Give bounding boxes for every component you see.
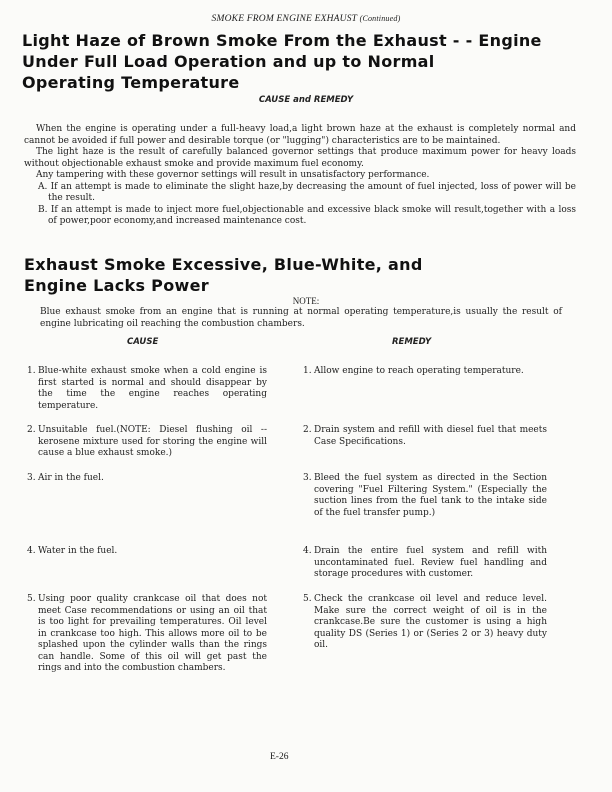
item-number: 1. (303, 366, 312, 376)
remedy-text: Check the crankcase oil level and reduce level. Make sure the correct weight of oil is in the crankcase.Be sure the customer is using a high quality DS (Series 1) or (Series 2 or 3) heavy duty oil. (314, 594, 547, 650)
section2-heading-line: Engine Lacks Power (24, 276, 209, 295)
item-number: 4. (27, 546, 36, 556)
section2-heading-line: Exhaust Smoke Excessive, Blue-White, and (24, 255, 423, 274)
section2-heading (24, 254, 584, 296)
lettered-item-b (36, 205, 576, 228)
item-number: 2. (303, 425, 312, 435)
cause-item-1 (27, 366, 267, 412)
cause-text: Water in the fuel. (38, 546, 118, 556)
item-number: 5. (27, 594, 36, 604)
remedy-text: Drain system and refill with diesel fuel that meets Case Specifications. (314, 425, 547, 447)
remedy-item-2 (303, 425, 547, 448)
paragraph: The light haze is the result of carefully balanced governor settings that produce maximum power for heavy loads without objectionable exhaust smoke and provide maximum fuel economy. (24, 147, 576, 169)
running-head-continued: (Continued) (359, 14, 401, 23)
cause-and-remedy-subheading: CAUSE and REMEDY (258, 95, 354, 105)
section1-heading-line: Light Haze of Brown Smoke From the Exhaust - - Engine (22, 31, 542, 50)
running-head-title: SMOKE FROM ENGINE EXHAUST (211, 14, 357, 24)
cause-text: Using poor quality crankcase oil that does not meet Case recommendations or using an oil that is too light for prevailing temperatures. Oil level in crankcase too high. This allows more oil to be splashed upon the cylinder walls than the rings can handle. Some of this oil will get past the rings and into the combustion chambers. (38, 594, 267, 673)
item-number: 2. (27, 425, 36, 435)
section1-heading-line: Operating Temperature (22, 73, 240, 92)
item-number: 5. (303, 594, 312, 604)
remedy-item-3 (303, 473, 547, 519)
item-number: 1. (27, 366, 36, 376)
remedy-column-header: REMEDY (392, 337, 432, 347)
item-number: 4. (303, 546, 312, 556)
cause-item-4 (27, 546, 267, 558)
remedy-item-5 (303, 594, 547, 652)
lettered-item-a (36, 182, 576, 205)
cause-text: Unsuitable fuel.(NOTE: Diesel flushing oil --kerosene mixture used for storing the engine will cause a blue exhaust smoke.) (38, 425, 267, 458)
cause-column-header: CAUSE (127, 337, 159, 347)
item-letter: B. (38, 204, 48, 215)
remedy-item-4 (303, 546, 547, 581)
remedy-text: Allow engine to reach operating temperature. (314, 366, 524, 376)
section1-heading-line: Under Full Load Operation and up to Normal (22, 52, 435, 71)
paragraph: When the engine is operating under a full-heavy load,a light brown haze at the exhaust is completely normal and cannot be avoided if full power and desirable torque (or "lugging") characteristics are to be maintained. (24, 124, 576, 146)
section1-body (24, 124, 576, 228)
cause-text: Blue-white exhaust smoke when a cold engine is first started is normal and should disappear by the time the engine reaches operating temperature. (38, 366, 267, 411)
remedy-text: Drain the entire fuel system and refill with uncontaminated fuel. Review fuel handling and storage procedures with customer. (314, 546, 547, 579)
remedy-text: Bleed the fuel system as directed in the Section covering "Fuel Filtering System." (Especially the suction lines from the fuel tank to the intake side of the fuel transfer pump.) (314, 473, 547, 518)
item-number: 3. (27, 473, 36, 483)
section1-heading (22, 30, 582, 93)
cause-item-3 (27, 473, 267, 485)
item-letter: A. (38, 181, 48, 192)
paragraph: Any tampering with these governor settings will result in unsatisfactory performance. (36, 170, 430, 180)
item-number: 3. (303, 473, 312, 483)
note-label: NOTE: (292, 296, 320, 306)
cause-item-5 (27, 594, 267, 675)
item-text: If an attempt is made to inject more fuel,objectionable and excessive black smoke will result,together with a loss of power,poor economy,and increased maintenance cost. (48, 204, 576, 226)
note-text: Blue exhaust smoke from an engine that is running at normal operating temperature,is usually the result of engine lubricating oil reaching the combustion chambers. (40, 307, 562, 329)
remedy-item-1 (303, 366, 547, 378)
cause-text: Air in the fuel. (38, 473, 104, 483)
cause-item-2 (27, 425, 267, 460)
running-head (0, 14, 612, 24)
item-text: If an attempt is made to eliminate the slight haze,by decreasing the amount of fuel injected, loss of power will be the result. (48, 181, 576, 203)
page-number: E-26 (270, 752, 289, 762)
